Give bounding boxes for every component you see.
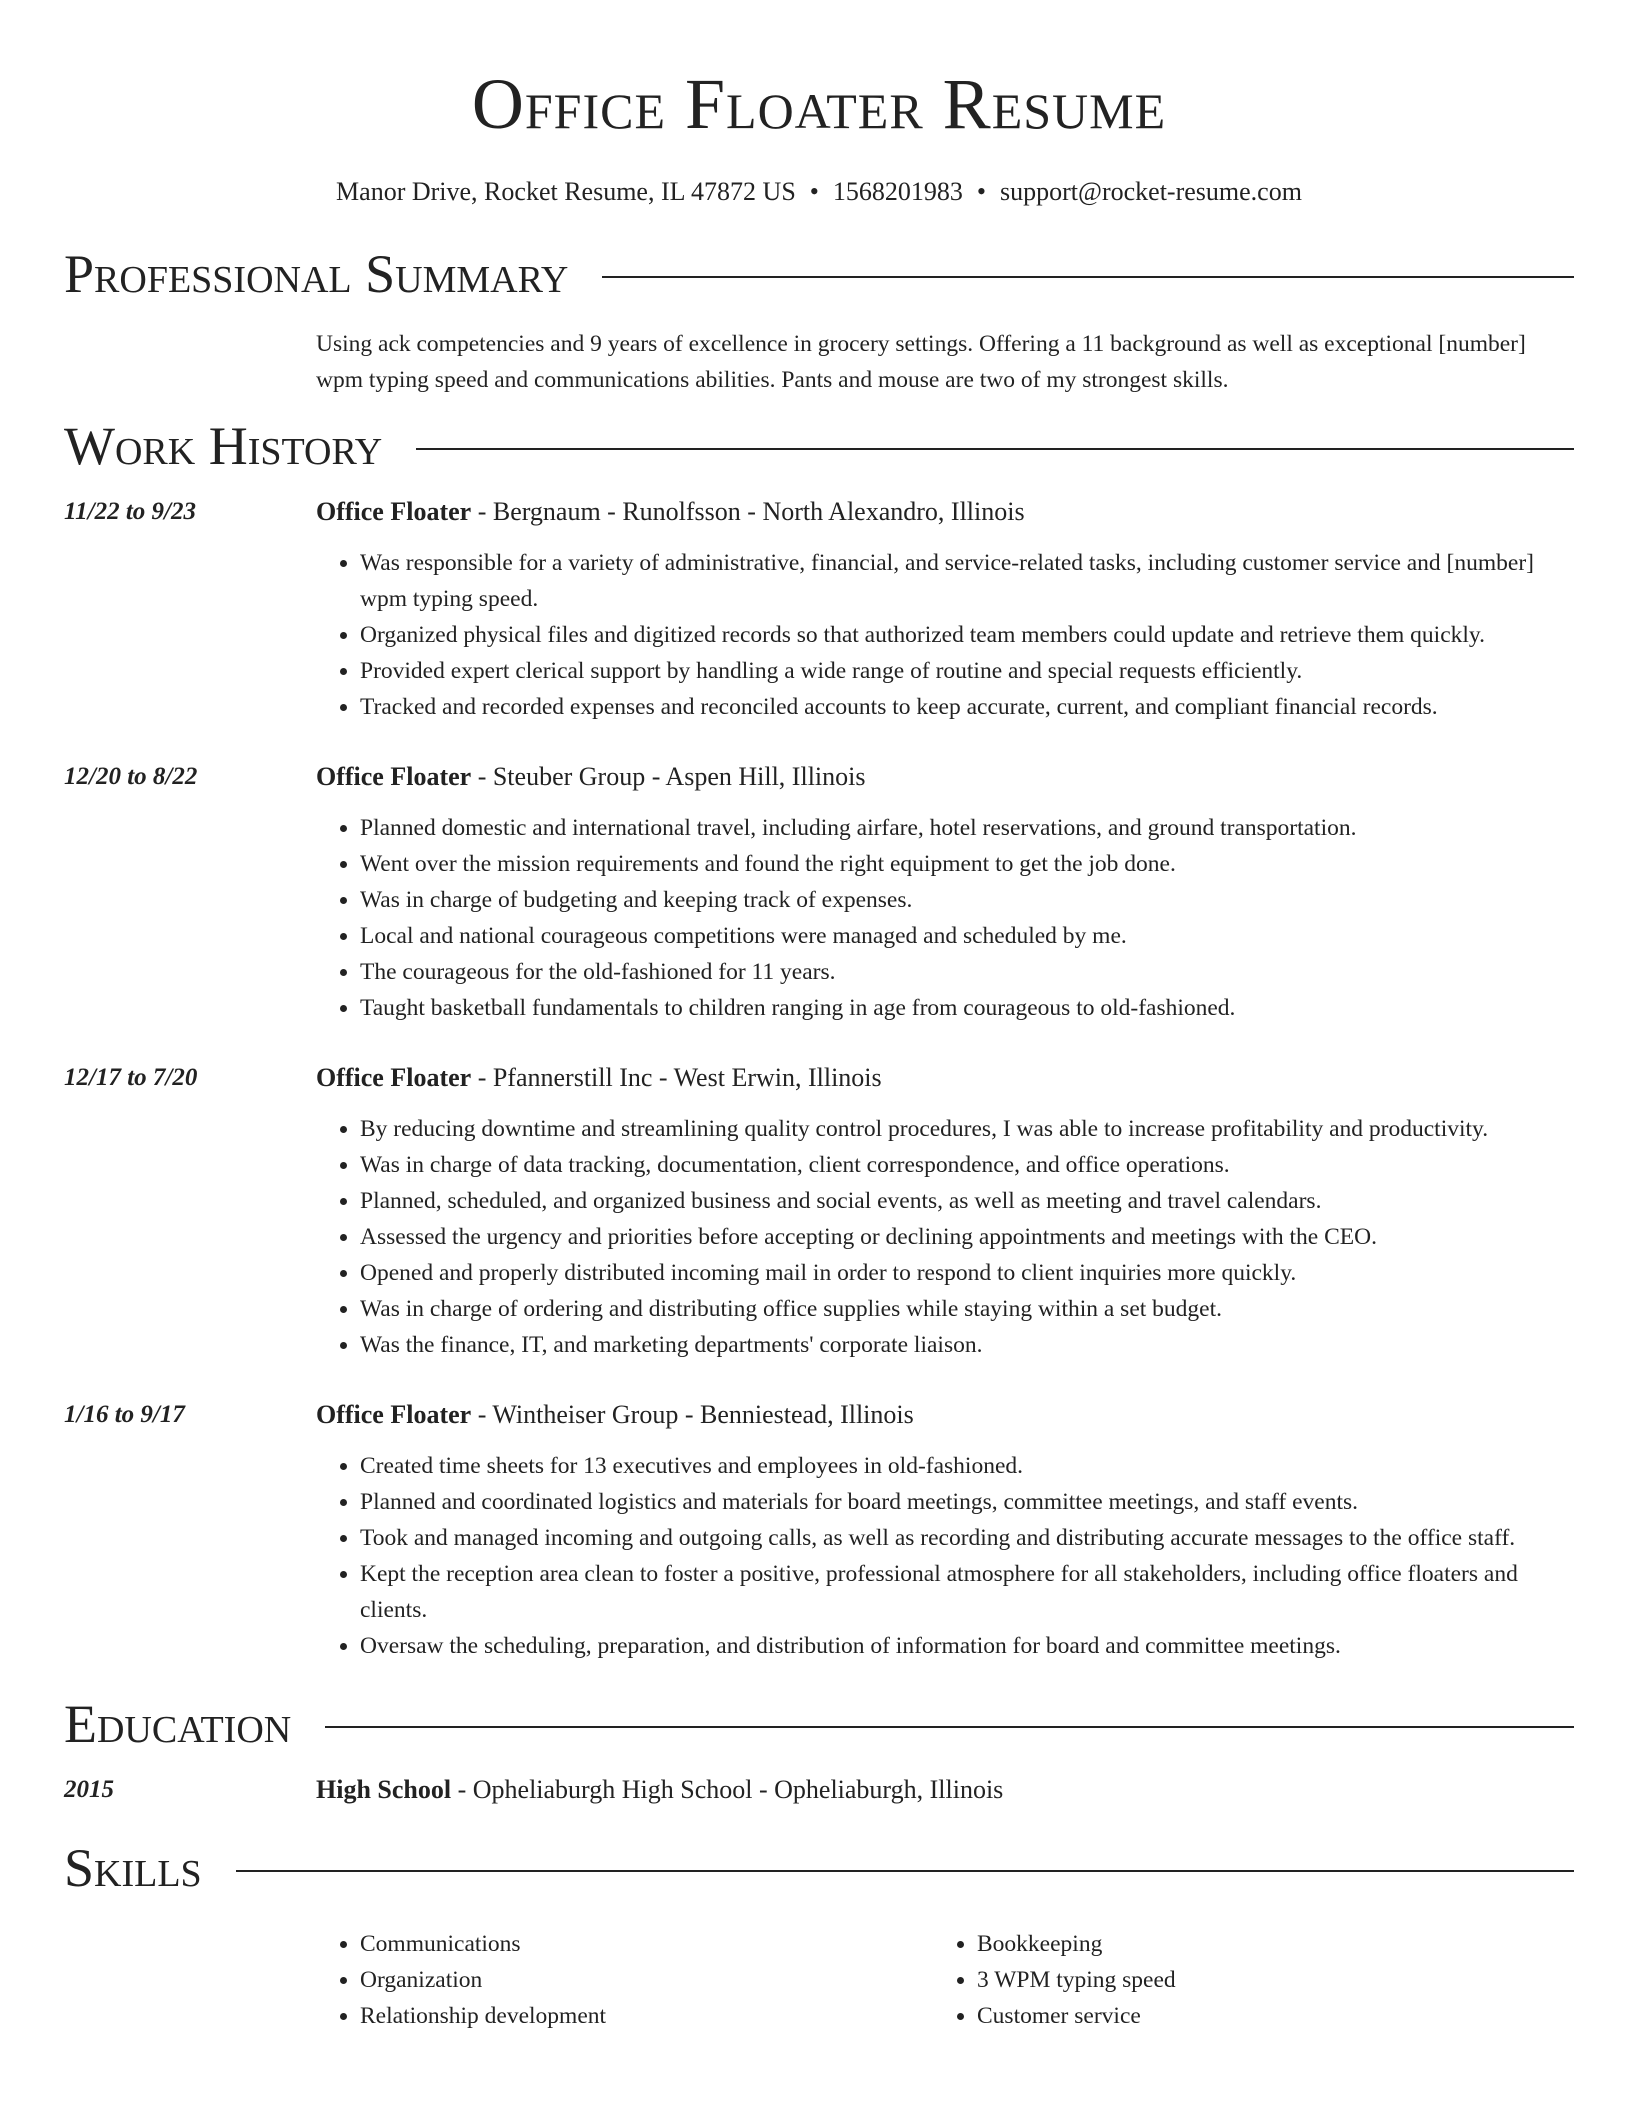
education-entry-date: 2015: [64, 1776, 114, 1803]
contact-email: support@rocket-resume.com: [1000, 177, 1302, 206]
list-item: • Took and managed incoming and outgoing calls, as well as recording and distributing accurate messages to the office staff.: [360, 1520, 1574, 1556]
section-skills: [64, 1836, 1574, 1900]
work-entry-date: 12/17 to 7/20: [64, 1064, 198, 1091]
skill-item: • Relationship development: [360, 1998, 933, 2034]
section-title: Education: [64, 1694, 292, 1754]
list-item: • Local and national courageous competitions were managed and scheduled by me.: [360, 918, 1574, 954]
work-entry: [64, 494, 1574, 725]
work-entry-date: 11/22 to 9/23: [64, 498, 196, 525]
skills-column: [933, 1926, 1533, 2034]
education-entry-heading: [316, 1772, 1574, 1808]
list-item: • Taught basketball fundamentals to children ranging in age from courageous to old-fashioned.: [360, 990, 1574, 1026]
section-title: Skills: [64, 1838, 202, 1898]
skill-item: • Customer service: [977, 1998, 1533, 2034]
work-entry-role: Office Floater: [316, 762, 472, 791]
list-item: • Was in charge of data tracking, documentation, client correspondence, and office operations.: [360, 1147, 1574, 1183]
list-item: • By reducing downtime and streamlining quality control procedures, I was able to increase profitability and productivity.: [360, 1111, 1574, 1147]
contact-separator: •: [976, 177, 987, 206]
section-professional-summary: [64, 242, 1574, 306]
section-divider: [325, 1726, 1574, 1728]
work-entry-heading: [316, 759, 1574, 795]
work-entry-role: Office Floater: [316, 1063, 472, 1092]
list-item: • The courageous for the old-fashioned for 11 years.: [360, 954, 1574, 990]
work-entry-details: - Wintheiser Group - Benniestead, Illinois: [471, 1400, 914, 1429]
work-entry-bullets: [316, 810, 1574, 1026]
work-entry-role: Office Floater: [316, 1400, 472, 1429]
work-entry: [64, 1397, 1574, 1664]
list-item: • Provided expert clerical support by handling a wide range of routine and special requests efficiently.: [360, 653, 1574, 689]
resume-title: Office Floater Resume: [471, 64, 1167, 144]
education-details: - Opheliaburgh High School - Opheliaburgh, Illinois: [451, 1775, 1004, 1804]
work-entry-details: - Steuber Group - Aspen Hill, Illinois: [471, 762, 866, 791]
section-title: Work History: [64, 416, 383, 476]
contact-address: Manor Drive, Rocket Resume, IL 47872 US: [336, 177, 796, 206]
list-item: • Was the finance, IT, and marketing departments' corporate liaison.: [360, 1327, 1574, 1363]
section-divider: [602, 276, 1574, 278]
work-entry-bullets: [316, 1448, 1574, 1664]
contact-separator: •: [809, 177, 819, 206]
list-item: • Assessed the urgency and priorities before accepting or declining appointments and meetings with the CEO.: [360, 1219, 1574, 1255]
resume-page: [64, 0, 1574, 2034]
contact-line: [64, 176, 1574, 208]
skill-item: • Communications: [360, 1926, 933, 1962]
list-item: • Planned domestic and international travel, including airfare, hotel reservations, and ground transportation.: [360, 810, 1574, 846]
work-entry-heading: [316, 1060, 1574, 1096]
list-item: • Went over the mission requirements and found the right equipment to get the job done.: [360, 846, 1574, 882]
section-education: [64, 1692, 1574, 1756]
work-entry: [64, 759, 1574, 1026]
list-item: • Kept the reception area clean to foster a positive, professional atmosphere for all stakeholders, including office floaters and clients.: [360, 1556, 1574, 1628]
work-entry-bullets: [316, 1111, 1574, 1363]
work-entry-details: - Bergnaum - Runolfsson - North Alexandro, Illinois: [471, 497, 1025, 526]
summary-text: Using ack competencies and 9 years of excellence in grocery settings. Offering a 11 background as well as exceptional [number] wpm typing speed and communications abilities. Pants and mouse are two of my strongest skills.: [316, 331, 1526, 393]
education-degree: High School: [316, 1775, 452, 1804]
education-entry: [64, 1772, 1574, 1808]
skill-item: • Bookkeeping: [977, 1926, 1533, 1962]
work-entry-bullets: [316, 545, 1574, 725]
list-item: • Created time sheets for 13 executives and employees in old-fashioned.: [360, 1448, 1574, 1484]
work-entry-date: 12/20 to 8/22: [64, 763, 198, 790]
work-entry-date: 1/16 to 9/17: [64, 1401, 185, 1428]
skills-list: [316, 1926, 1574, 2034]
section-work-history: [64, 414, 1574, 478]
list-item: • Was in charge of ordering and distributing office supplies while staying within a set budget.: [360, 1291, 1574, 1327]
skill-item: • Organization: [360, 1962, 933, 1998]
list-item: • Opened and properly distributed incoming mail in order to respond to client inquiries more quickly.: [360, 1255, 1574, 1291]
list-item: • Planned, scheduled, and organized business and social events, as well as meeting and travel calendars.: [360, 1183, 1574, 1219]
list-item: • Planned and coordinated logistics and materials for board meetings, committee meetings, and staff events.: [360, 1484, 1574, 1520]
section-divider: [236, 1870, 1574, 1872]
list-item: • Tracked and recorded expenses and reconciled accounts to keep accurate, current, and compliant financial records.: [360, 689, 1574, 725]
work-entry-role: Office Floater: [316, 497, 472, 526]
list-item: • Oversaw the scheduling, preparation, and distribution of information for board and committee meetings.: [360, 1628, 1574, 1664]
contact-phone: 1568201983: [832, 177, 963, 206]
section-title: Professional Summary: [64, 244, 569, 304]
work-entry-details: - Pfannerstill Inc - West Erwin, Illinois: [471, 1063, 882, 1092]
section-divider: [416, 448, 1574, 450]
work-entry: [64, 1060, 1574, 1363]
skill-item: • 3 WPM typing speed: [977, 1962, 1533, 1998]
work-entry-heading: [316, 1397, 1574, 1433]
work-entry-heading: [316, 494, 1574, 530]
list-item: • Was in charge of budgeting and keeping track of expenses.: [360, 882, 1574, 918]
list-item: • Was responsible for a variety of administrative, financial, and service-related tasks, including customer service and [number] wpm typing speed.: [360, 545, 1574, 617]
skills-column: [316, 1926, 933, 2034]
list-item: • Organized physical files and digitized records so that authorized team members could update and retrieve them quickly.: [360, 617, 1574, 653]
